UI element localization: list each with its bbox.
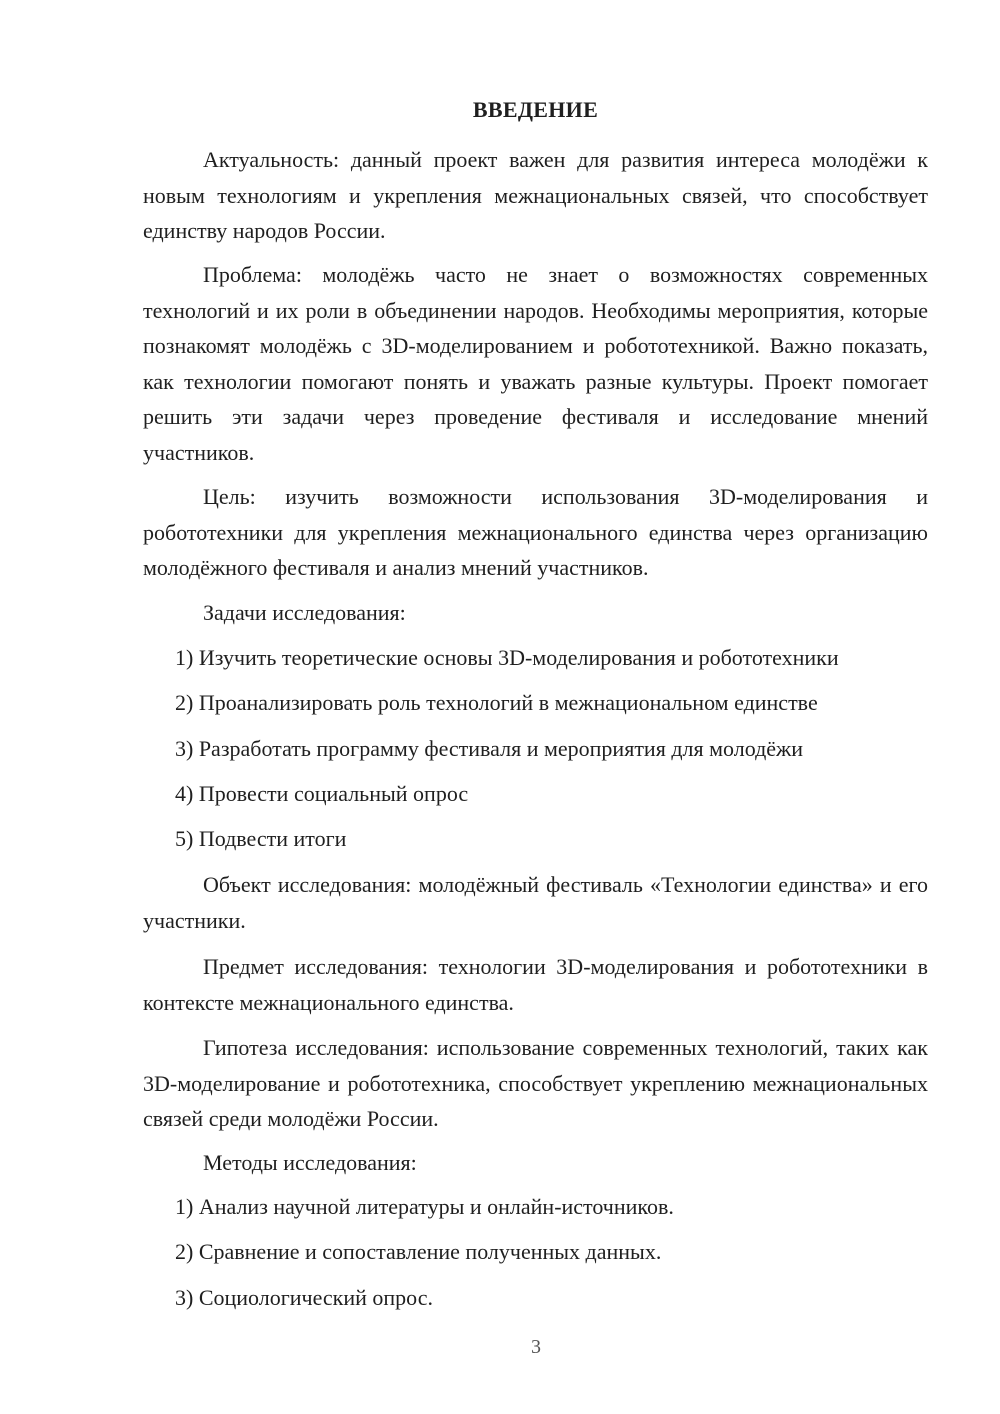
page-number: 3: [531, 1336, 541, 1358]
methods-title: Методы исследования:: [203, 1150, 417, 1175]
task-item: 4) Провести социальный опрос: [175, 781, 469, 806]
goal-paragraph: Цель: изучить возможности использования 3D-моделирования и робототехники для укрепления межнационального единства через организацию молодёжного фестиваля и анализ мнений участников.: [143, 484, 928, 580]
object-paragraph: Объект исследования: молодёжный фестиваль «Технологии единства» и его участники.: [143, 872, 928, 933]
tasks-title: Задачи исследования:: [203, 600, 406, 625]
method-item: 3) Социологический опрос.: [175, 1285, 433, 1310]
subject-paragraph: Предмет исследования: технологии 3D-моделирования и робототехники в контексте межнационального единства.: [143, 954, 928, 1015]
method-item: 2) Сравнение и сопоставление полученных данных.: [175, 1239, 662, 1264]
page-heading: ВВЕДЕНИЕ: [472, 97, 599, 122]
problem-paragraph: Проблема: молодёжь часто не знает о возможностях современных технологий и их роли в объединении народов. Необходимы мероприятия, которые познакомят молодёжь с 3D-моделированием и робототехникой. Важно показать, как технологии помогают понять и уважать разные культуры. Проект помогает решить эти задачи через проведение фестиваля и исследование мнений участников.: [143, 262, 928, 465]
relevance-paragraph: Актуальность: данный проект важен для развития интереса молодёжи к новым технологиям и укрепления межнациональных связей, что способствует единству народов России.: [143, 147, 928, 243]
task-item: 3) Разработать программу фестиваля и мероприятия для молодёжи: [175, 736, 804, 761]
task-item: 1) Изучить теоретические основы 3D-моделирования и робототехники: [175, 645, 839, 670]
task-item: 2) Проанализировать роль технологий в межнациональном единстве: [175, 690, 818, 715]
hypothesis-paragraph: Гипотеза исследования: использование современных технологий, таких как 3D-моделирование и робототехника, способствует укреплению межнациональных связей среди молодёжи России.: [143, 1035, 928, 1131]
task-item: 5) Подвести итоги: [175, 826, 347, 851]
method-item: 1) Анализ научной литературы и онлайн-источников.: [175, 1194, 674, 1219]
